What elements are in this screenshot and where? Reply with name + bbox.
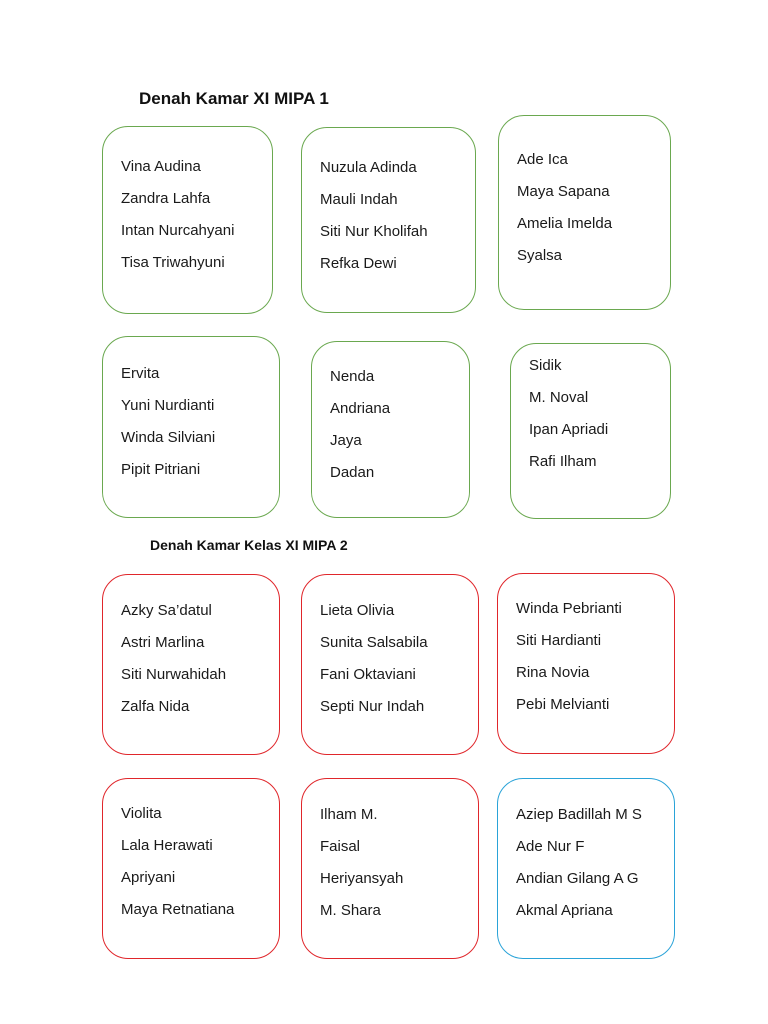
section-title-mipa-2: Denah Kamar Kelas XI MIPA 2 [150, 537, 348, 553]
room-name-list [320, 799, 403, 927]
room-member-name: Amelia Imelda [517, 215, 613, 232]
room-member-name: Mauli Indah [320, 191, 398, 208]
room-member-name: Tisa Triwahyuni [121, 254, 225, 271]
room-member-name: Ade Nur F [516, 838, 585, 855]
room-member-name: Nuzula Adinda [320, 159, 417, 176]
room-member-name: Maya Retnatiana [121, 901, 235, 918]
room-name-list [121, 798, 234, 926]
room-member-name: Rafi Ilham [529, 453, 597, 470]
room-member-name: Winda Silviani [121, 429, 216, 446]
room-member-name: Apriyani [121, 869, 176, 886]
room-mipa2-1 [102, 574, 280, 755]
room-member-name: Faisal [320, 838, 361, 855]
room-mipa1-3 [498, 115, 671, 310]
room-member-name: Maya Sapana [517, 183, 610, 200]
room-member-name: Yuni Nurdianti [121, 397, 215, 414]
room-member-name: Andriana [330, 400, 391, 417]
room-name-list [320, 152, 428, 280]
room-member-name: Ipan Apriadi [529, 421, 609, 438]
room-name-list [121, 151, 234, 279]
room-member-name: Intan Nurcahyani [121, 222, 235, 239]
room-member-name: Lieta Olivia [320, 602, 395, 619]
room-name-list [516, 593, 622, 721]
room-mipa2-5 [301, 778, 479, 959]
room-member-name: Rina Novia [516, 664, 590, 681]
room-member-name: Fani Oktaviani [320, 666, 416, 683]
room-member-name: Lala Herawati [121, 837, 213, 854]
room-member-name: Nenda [330, 368, 375, 385]
room-mipa1-4 [102, 336, 280, 518]
room-member-name: Astri Marlina [121, 634, 205, 651]
room-name-list [517, 144, 612, 272]
room-member-name: Pipit Pitriani [121, 461, 201, 478]
room-mipa1-5 [311, 341, 470, 518]
room-member-name: Siti Hardianti [516, 632, 602, 649]
room-name-list [516, 799, 642, 927]
room-member-name: Syalsa [517, 247, 563, 264]
room-mipa2-6 [497, 778, 675, 959]
room-name-list [121, 358, 215, 486]
room-member-name: Septi Nur Indah [320, 698, 425, 715]
room-member-name: Violita [121, 805, 162, 822]
room-member-name: Zandra Lahfa [121, 190, 211, 207]
room-mipa2-4 [102, 778, 280, 959]
room-member-name: Ade Ica [517, 151, 568, 168]
room-mipa1-2 [301, 127, 476, 313]
room-mipa2-2 [301, 574, 479, 755]
room-member-name: M. Shara [320, 902, 381, 919]
room-member-name: Sunita Salsabila [320, 634, 428, 651]
room-member-name: Zalfa Nida [121, 698, 190, 715]
room-member-name: Azky Sa’datul [121, 602, 212, 619]
room-member-name: Siti Nur Kholifah [320, 223, 428, 240]
room-member-name: Pebi Melvianti [516, 696, 610, 713]
room-member-name: Vina Audina [121, 158, 201, 175]
room-name-list [121, 595, 226, 723]
room-mipa1-6 [510, 343, 671, 519]
room-member-name: Dadan [330, 464, 375, 481]
room-member-name: Ilham M. [320, 806, 378, 823]
room-member-name: Siti Nurwahidah [121, 666, 227, 683]
room-name-list [529, 350, 608, 478]
room-mipa1-1 [102, 126, 273, 314]
room-member-name: Sidik [529, 357, 562, 374]
room-member-name: Refka Dewi [320, 255, 397, 272]
room-member-name: Heriyansyah [320, 870, 404, 887]
room-name-list [330, 361, 390, 489]
room-member-name: Aziep Badillah M S [516, 806, 642, 823]
room-name-list [320, 595, 428, 723]
room-member-name: Akmal Apriana [516, 902, 613, 919]
section-title-mipa-1: Denah Kamar XI MIPA 1 [139, 89, 329, 108]
room-member-name: Winda Pebrianti [516, 600, 622, 617]
room-member-name: M. Noval [529, 389, 589, 406]
room-mipa2-3 [497, 573, 675, 754]
room-member-name: Jaya [330, 432, 362, 449]
room-member-name: Ervita [121, 365, 160, 382]
room-member-name: Andian Gilang A G [516, 870, 639, 887]
